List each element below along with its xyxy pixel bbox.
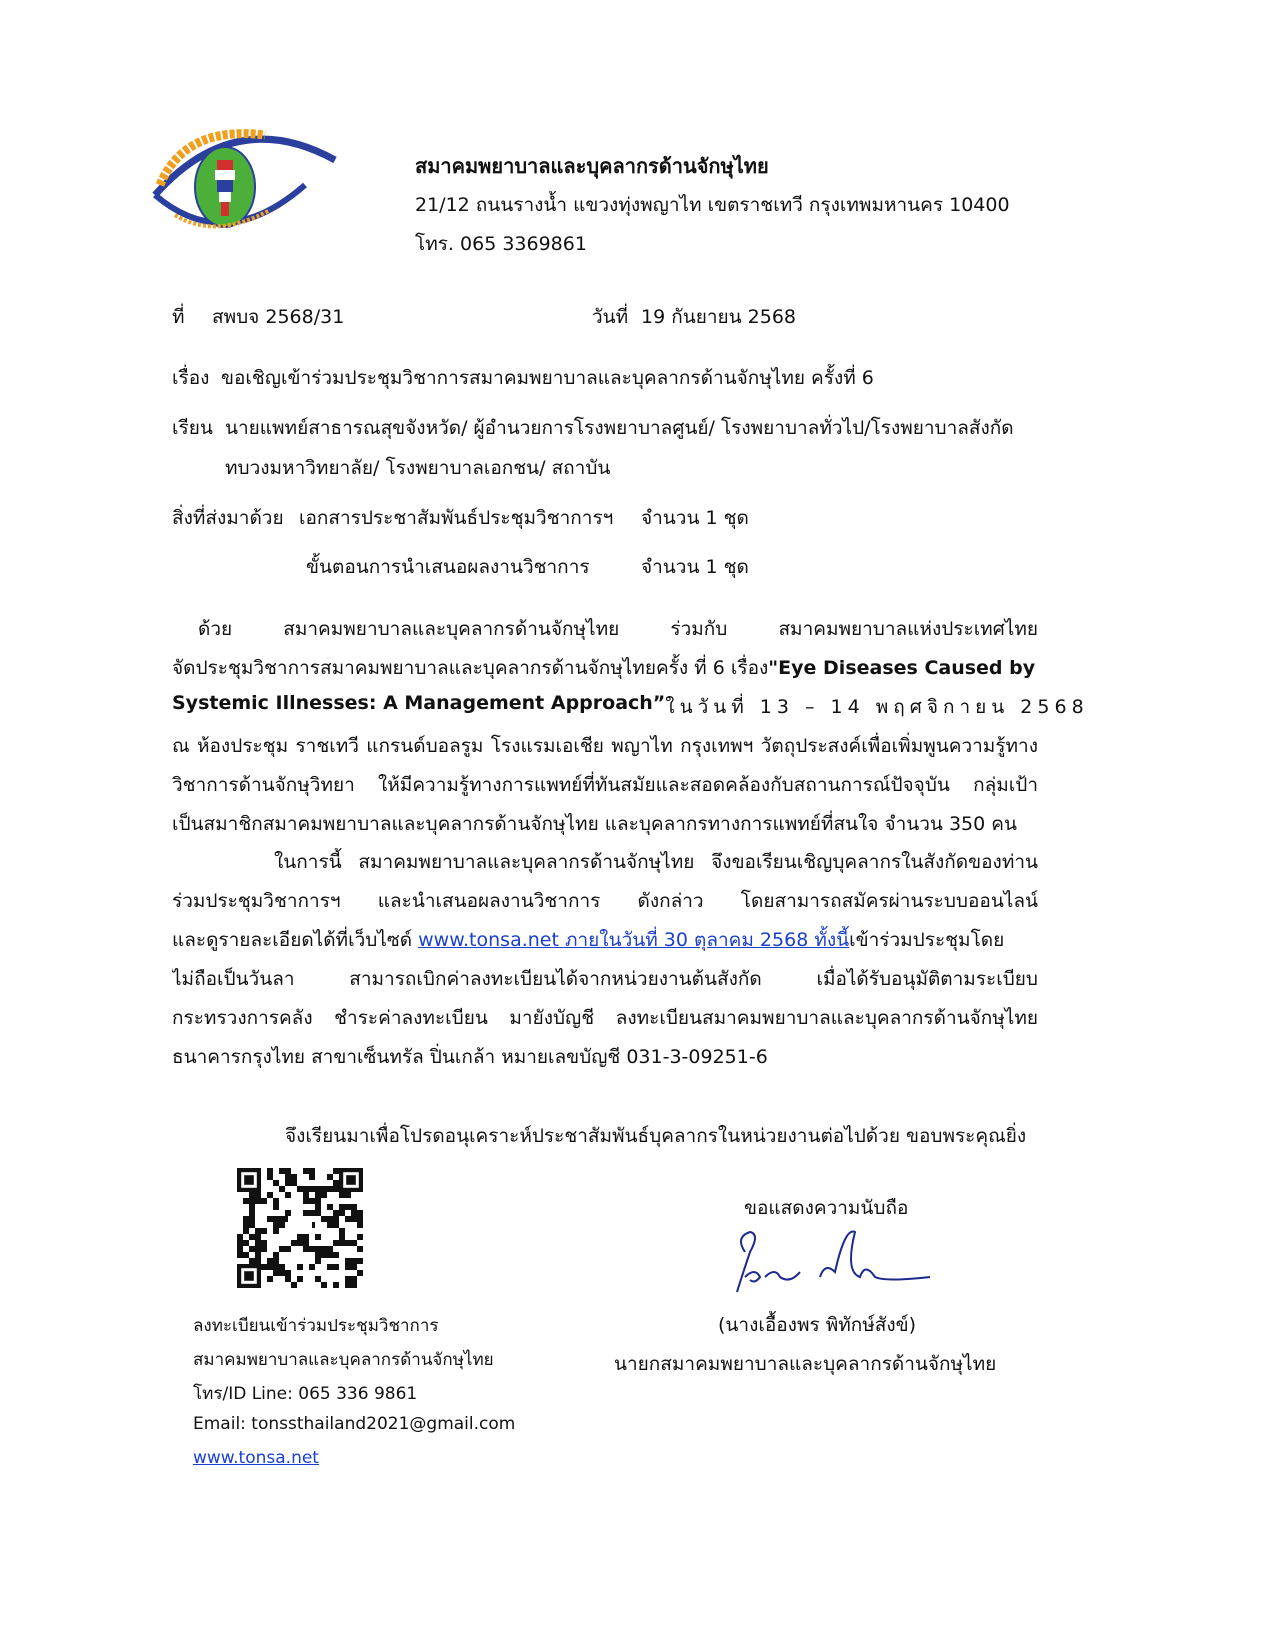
date-label: วันที่ (592, 306, 629, 328)
body-line (172, 692, 1089, 722)
enclosures-label: สิ่งที่ส่งมาด้วย (172, 507, 284, 529)
signatory-title: นายกสมาคมพยาบาลและบุคลากรด้านจักษุไทย (614, 1353, 997, 1375)
org-phone: โทร. 065 3369861 (415, 233, 587, 255)
date-value: 19 กันยายน 2568 (641, 306, 797, 328)
contact-email: Email: tonssthailand2021@gmail.com (193, 1414, 516, 1434)
signatory-name: (นางเอื้องพร พิทักษ์สังข์) (718, 1314, 917, 1336)
body-text: และดูรายละเอียดได้ที่เว็บไซด์ (172, 929, 419, 951)
body-line: ด้วย สมาคมพยาบาลและบุคลากรด้านจักษุไทย ร่วมกับ สมาคมพยาบาลแห่งประเทศไทย (198, 618, 1038, 640)
ref-number: สพบจ 2568/31 (212, 306, 345, 328)
to-recipients-2: ทบวงมหาวิทยาลัย/ โรงพยาบาลเอกชน/ สถาบัน (225, 457, 611, 479)
body-line: กระทรวงการคลัง ชำระค่าลงทะเบียน มายังบัญชี ลงทะเบียนสมาคมพยาบาลและบุคลากรด้านจักษุไทย (172, 1007, 1038, 1029)
body-line (172, 653, 1038, 683)
handwritten-signature (725, 1222, 935, 1302)
enclosure-name: ขั้นตอนการนำเสนอผลงานวิชาการ (306, 556, 590, 578)
closing-text: จึงเรียนมาเพื่อโปรดอนุเคราะห์ประชาสัมพันธ์บุคลากรในหน่วยงานต่อไปด้วย ขอบพระคุณยิ่ง (285, 1125, 1027, 1147)
body-line: ร่วมประชุมวิชาการฯ และนำเสนอผลงานวิชาการ ดังกล่าว โดยสามารถสมัครผ่านระบบออนไลน์ (172, 890, 1038, 912)
registration-qr-code[interactable] (237, 1168, 363, 1288)
conference-title: "Eye Diseases Caused by (768, 657, 1036, 679)
body-text: เข้าร่วมประชุมโดย (849, 929, 1005, 951)
contact-line: ลงทะเบียนเข้าร่วมประชุมวิชาการ (193, 1316, 439, 1336)
enclosure-qty: จำนวน 1 ชุด (641, 556, 749, 578)
body-line: เป็นสมาชิกสมาคมพยาบาลและบุคลากรด้านจักษุไทย และบุคลากรทางการแพทย์ที่สนใจ จำนวน 350 คน (172, 813, 1017, 835)
to-label: เรียน (172, 417, 213, 439)
enclosure-name: เอกสารประชาสัมพันธ์ประชุมวิชาการฯ (299, 507, 614, 529)
body-line: วิชาการด้านจักษุวิทยา ให้มีความรู้ทางการแพทย์ที่ทันสมัยและสอดคล้องกับสถานการณ์ปัจจุบัน กลุ่มเป้า (172, 774, 1038, 796)
website-link[interactable]: www.tonsa.net (193, 1448, 319, 1468)
conference-title: Systemic Illnesses: A Management Approach” (172, 692, 666, 714)
body-line (172, 925, 1038, 955)
association-logo (145, 115, 340, 245)
conference-dates: ในวันที่ 13 – 14 พฤศจิกายน 2568 (665, 696, 1089, 718)
body-text: จัดประชุมวิชาการสมาคมพยาบาลและบุคลากรด้านจักษุไทยครั้ง ที่ 6 เรื่อง (172, 657, 769, 679)
ref-label: ที่ (172, 306, 185, 328)
to-recipients-1: นายแพทย์สาธารณสุขจังหวัด/ ผู้อำนวยการโรงพยาบาลศูนย์/ โรงพยาบาลทั่วไป/โรงพยาบาลสังกัด (225, 417, 1014, 439)
body-line: ในการนี้ สมาคมพยาบาลและบุคลากรด้านจักษุไทย จึงขอเรียนเชิญบุคลากรในสังกัดของท่าน (274, 851, 1038, 873)
org-address: 21/12 ถนนรางน้ำ แขวงทุ่งพญาไท เขตราชเทวี กรุงเทพมหานคร 10400 (415, 194, 1010, 216)
website-deadline-link[interactable]: www.tonsa.net ภายในวันที่ 30 ตุลาคม 2568 ทั้งนี้ (418, 929, 850, 951)
enclosure-qty: จำนวน 1 ชุด (641, 507, 749, 529)
body-line: ณ ห้องประชุม ราชเทวี แกรนด์บอลรูม โรงแรมเอเชีย พญาไท กรุงเทพฯ วัตถุประสงค์เพื่อเพิ่มพูนความรู้ทาง (172, 735, 1038, 757)
body-line: ธนาคารกรุงไทย สาขาเซ็นทรัล ปิ่นเกล้า หมายเลขบัญชี 031-3-09251-6 (172, 1046, 768, 1068)
subject-label: เรื่อง (172, 367, 210, 389)
subject-text: ขอเชิญเข้าร่วมประชุมวิชาการสมาคมพยาบาลและบุคลากรด้านจักษุไทย ครั้งที่ 6 (221, 367, 874, 389)
regards-text: ขอแสดงความนับถือ (744, 1197, 909, 1219)
contact-line: สมาคมพยาบาลและบุคลากรด้านจักษุไทย (193, 1350, 494, 1370)
org-name: สมาคมพยาบาลและบุคลากรด้านจักษุไทย (415, 154, 769, 178)
contact-phone: โทร/ID Line: 065 336 9861 (193, 1384, 418, 1404)
body-line: ไม่ถือเป็นวันลา สามารถเบิกค่าลงทะเบียนได้จากหน่วยงานต้นสังกัด เมื่อได้รับอนุมัติตามระเบียบ (172, 968, 1038, 990)
